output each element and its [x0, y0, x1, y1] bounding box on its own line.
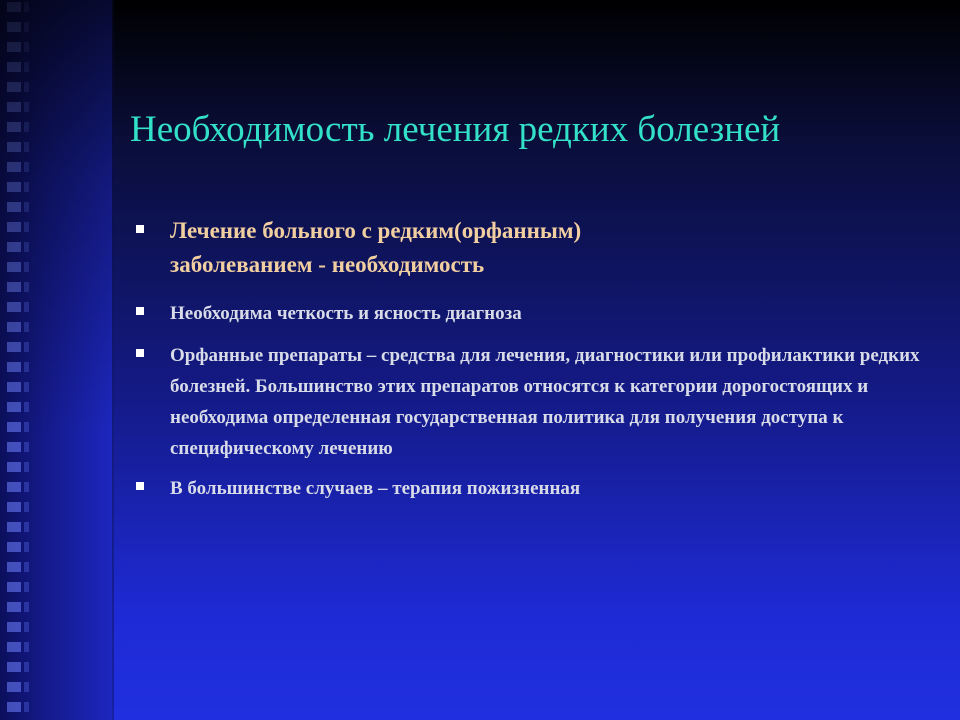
- bullet-text: Необходима четкость и ясность диагноза: [170, 303, 522, 324]
- bullet-item-lifelong-therapy: [134, 473, 924, 504]
- bullet-text: Орфанные препараты – средства для лечения, диагностики или профилактики редких болезней. Большинство этих препаратов относятся к категории дорогостоящих и необходима определенная государственная политика для получения доступа к специфическому лечению: [170, 345, 920, 459]
- decorative-strip-shade: [0, 0, 114, 720]
- square-bullet-icon: [136, 307, 144, 315]
- bullet-text: В большинстве случаев – терапия пожизненная: [170, 478, 581, 499]
- square-bullet-icon: [136, 349, 144, 357]
- bullet-item-orphan-drugs: [134, 340, 924, 464]
- bullet-item-treatment-necessity: [134, 214, 924, 282]
- decorative-left-strip: [0, 0, 114, 720]
- decorative-strip-edge: [112, 0, 114, 720]
- bullet-text-line-1: Лечение больного с редким(орфанным): [170, 218, 582, 243]
- square-bullet-icon: [136, 482, 144, 490]
- square-bullet-icon: [136, 225, 144, 233]
- bullet-item-diagnosis-clarity: [134, 298, 924, 329]
- slide-title: Необходимость лечения редких болезней: [130, 109, 781, 150]
- bullet-text-line-2: заболеванием - необходимость: [170, 252, 485, 277]
- bullet-list: [134, 214, 924, 504]
